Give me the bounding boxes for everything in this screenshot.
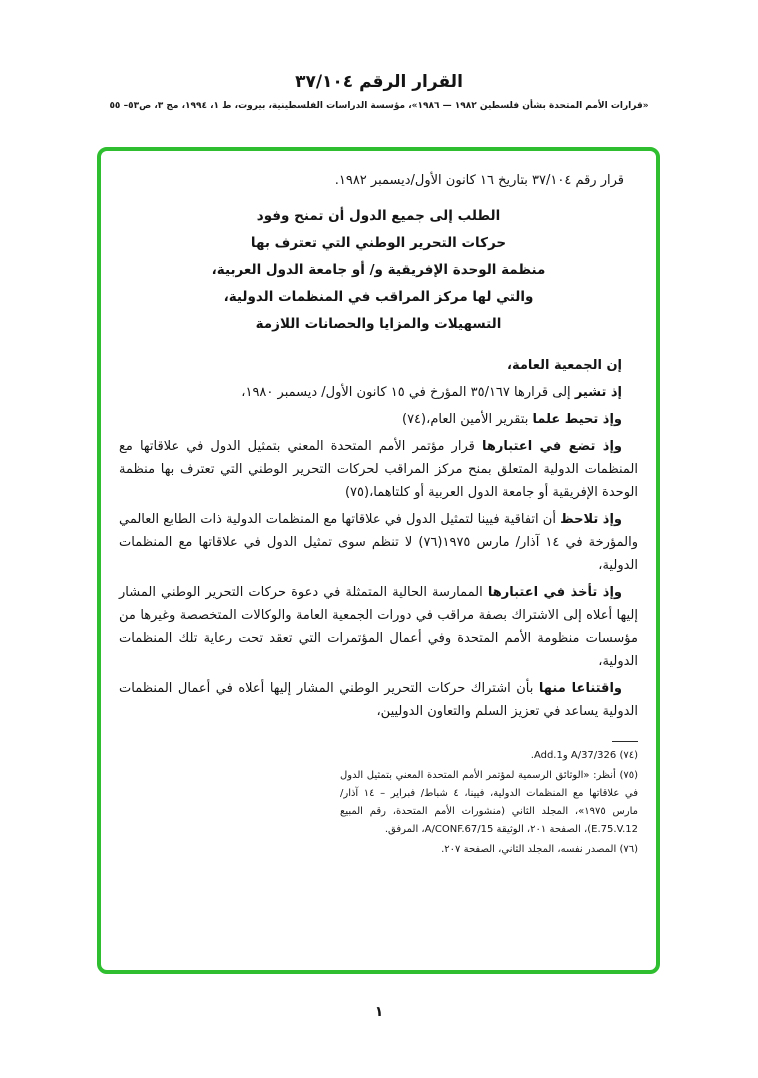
footnote-number: (٧٤) xyxy=(619,750,638,761)
paragraph-lead: إذ تشير xyxy=(574,385,622,400)
page-header xyxy=(0,72,758,111)
title-line-3: منظمة الوحدة الإفريقية و/ أو جامعة الدول العربية، xyxy=(211,262,546,278)
paragraph-lead: وإذ تأخذ في اعتبارها xyxy=(487,585,622,600)
paragraph-1 xyxy=(119,354,638,377)
paragraph-lead: وإذ تلاحظ xyxy=(560,512,622,527)
paragraph-6 xyxy=(119,581,638,673)
resolution-date-line: قرار رقم ٣٧/١٠٤ بتاريخ ١٦ كانون الأول/ديسمبر ١٩٨٢. xyxy=(334,173,624,188)
resolution-body xyxy=(119,354,638,723)
title-line-1: الطلب إلى جميع الدول أن تمنح وفود xyxy=(256,208,501,224)
paragraph-2 xyxy=(119,381,638,404)
paragraph-lead: وإذ تحيط علما xyxy=(532,412,622,427)
document-frame xyxy=(97,147,660,974)
page-number: ١ xyxy=(374,1004,384,1020)
footnote-text: A/37/326 وAdd.1. xyxy=(530,750,617,761)
title-line-5: التسهيلات والمزايا والحصانات اللازمة xyxy=(255,316,502,332)
title-line-2: حركات التحرير الوطني التي تعترف بها xyxy=(250,235,507,251)
paragraph-4 xyxy=(119,435,638,504)
footnote-number: (٧٦) xyxy=(619,844,638,855)
paragraph-text: إلى قرارها ٣٥/١٦٧ المؤرخ في ١٥ كانون الأول/ ديسمبر ١٩٨٠، xyxy=(241,385,571,400)
paragraph-text: بأن اشتراك حركات التحرير الوطني المشار إليها أعلاه في أعمال المنظمات الدولية يساعد في تعزيز السلم والتعاون الدوليين، xyxy=(119,681,638,719)
title-line-4: والتي لها مركز المراقب في المنظمات الدولية، xyxy=(223,289,534,305)
footnote-76 xyxy=(340,841,638,859)
paragraph-text: قرار مؤتمر الأمم المتحدة المعني بتمثيل الدول في علاقاتها مع المنظمات الدولية المتعلق بمنح مركز المراقب لحركات التحرير الوطني التي تعترف بها منظمة الوحدة الإفريقية أو جامعة الدول العربية أو كلتاهما،(٧٥) xyxy=(119,439,638,500)
resolution-title xyxy=(119,203,638,338)
footnote-74 xyxy=(340,747,638,765)
paragraph-3 xyxy=(119,408,638,431)
paragraph-lead: إن الجمعية العامة، xyxy=(507,358,622,373)
footnotes-block xyxy=(340,741,638,859)
footnote-separator xyxy=(612,741,638,742)
paragraph-lead: وإذ تضع في اعتبارها xyxy=(481,439,623,454)
footnote-75 xyxy=(340,767,638,839)
resolution-number-heading: القرار الرقم ٣٧/١٠٤ xyxy=(295,72,463,92)
paragraph-5 xyxy=(119,508,638,577)
paragraph-lead: واقتناعا منها xyxy=(538,681,622,696)
paragraph-text: أن اتفاقية فيينا لتمثيل الدول في علاقاتها مع المنظمات الدولية ذات الطابع العالمي والمؤرخة في ١٤ آذار/ مارس ١٩٧٥(٧٦) لا تنظم سوى تمثيل الدول في علاقاتها مع المنظمات الدولية، xyxy=(119,512,638,573)
footnote-text: المصدر نفسه، المجلد الثاني، الصفحة ٢٠٧. xyxy=(441,844,617,855)
footnote-text: أنظر: «الوثائق الرسمية لمؤتمر الأمم المتحدة المعني بتمثيل الدول في علاقاتها مع المنظمات الدولية، فيينا، ٤ شباط/ فبراير – ١٤ آذار/ مارس ١٩٧٥»، المجلد الثاني (منشورات الأمم المتحدة، رقم المبيع E.75.V.12)، الصفحة ٢٠١، الوثيقة A/CONF.67/15، المرفق. xyxy=(340,770,638,835)
source-citation: «قرارات الأمم المتحدة بشأن فلسطين ١٩٨٢ — ١٩٨٦»، مؤسسة الدراسات الفلسطينية، بيروت، ط ١، ١٩٩٤، مج ٣، ص٥٣– ٥٥ xyxy=(109,101,649,111)
paragraph-text: بتقرير الأمين العام،(٧٤) xyxy=(402,412,529,427)
paragraph-text: الممارسة الحالية المتمثلة في دعوة حركات التحرير الوطني المشار إليها أعلاه إلى الاشتراك بصفة مراقب في دورات الجمعية العامة والوكالات المتخصصة وغيرها من مؤسسات منظومة الأمم المتحدة وفي أعمال المؤتمرات التي تعقد تحت رعاية تلك المنظمات الدولية، xyxy=(119,585,638,669)
footnote-number: (٧٥) xyxy=(619,770,638,781)
paragraph-7 xyxy=(119,677,638,723)
